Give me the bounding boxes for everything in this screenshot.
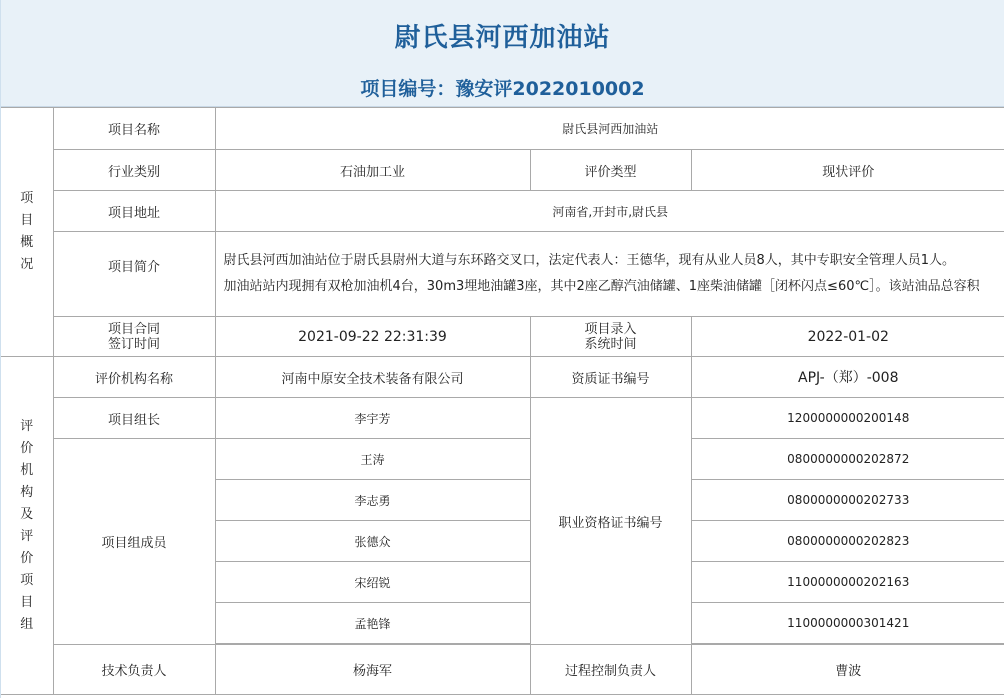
process-label: 过程控制负责人: [530, 645, 691, 695]
row-org: [1, 357, 1004, 398]
project-number: 项目编号：豫安评2022010002: [360, 78, 645, 100]
contract-time-value: 2021-09-22 22:31:39: [215, 317, 530, 357]
entry-time-label-line1: 项目录入: [584, 321, 637, 337]
org-label: 评价机构名称: [53, 357, 215, 398]
page-title: 尉氏县河西加油站: [394, 23, 611, 53]
team-vertical-label-char: 项: [20, 572, 34, 588]
overview-vertical-label-char: 目: [20, 213, 34, 228]
entry-time-value: 2022-01-02: [691, 317, 1004, 357]
member-cert: 0800000000202823: [691, 521, 1004, 562]
section-label-team: [1, 357, 53, 695]
intro-text: [215, 232, 1004, 317]
team-vertical-label-char: 组: [20, 616, 34, 632]
overview-vertical-label-char: 况: [20, 257, 34, 272]
process-value: 曹波: [691, 645, 1004, 695]
row-member: [1, 439, 1004, 480]
team-vertical-label: [20, 416, 33, 636]
member-name: 李志勇: [215, 480, 530, 521]
row-project-name: [1, 108, 1004, 150]
overview-vertical-label-char: 概: [20, 235, 34, 250]
overview-vertical-label: [20, 188, 33, 276]
team-vertical-label-char: 评: [20, 528, 34, 544]
row-address: [1, 191, 1004, 232]
member-name: 宋绍锐: [215, 562, 530, 603]
contract-time-label-line2: 签订时间: [107, 336, 160, 352]
leader-label: 项目组长: [53, 398, 215, 439]
member-name: 孟艳锋: [215, 603, 530, 644]
address-value: 河南省,开封市,尉氏县: [215, 191, 1004, 232]
section-label-overview: [1, 108, 53, 357]
member-cert: 0800000000202872: [691, 439, 1004, 480]
tech-value: 杨海军: [215, 645, 530, 695]
team-vertical-label-char: 评: [20, 418, 34, 434]
member-cert: 1100000000202163: [691, 562, 1004, 603]
row-intro: [1, 232, 1004, 317]
intro-label: 项目简介: [53, 232, 215, 317]
member-name: 张德众: [215, 521, 530, 562]
project-info-table: [1, 107, 1004, 695]
team-vertical-label-char: 机: [20, 462, 34, 478]
project-name-label: 项目名称: [53, 108, 215, 150]
entry-time-label: [530, 317, 691, 357]
team-vertical-label-char: 价: [20, 440, 34, 456]
team-vertical-label-char: 及: [20, 506, 34, 522]
member-cert: 0800000000202733: [691, 480, 1004, 521]
team-vertical-label-char: 构: [20, 484, 34, 500]
row-leader: [1, 398, 1004, 439]
member-name: 王涛: [215, 439, 530, 480]
members-label: 项目组成员: [53, 439, 215, 645]
contract-time-label: [53, 317, 215, 357]
qual-label: 职业资格证书编号: [530, 398, 691, 645]
cert-label: 资质证书编号: [530, 357, 691, 398]
tech-label: 技术负责人: [53, 645, 215, 695]
industry-label: 行业类别: [53, 150, 215, 191]
address-label: 项目地址: [53, 191, 215, 232]
leader-name: 李宇芳: [215, 398, 530, 439]
member-cert: 1100000000301421: [691, 603, 1004, 644]
row-times: [1, 317, 1004, 357]
intro-line-1: 尉氏县河西加油站位于尉氏县尉州大道与东环路交叉口，法定代表人：王德华，现有从业人员8人，其中专职安全管理人员1人。: [223, 253, 956, 268]
team-vertical-label-char: 价: [20, 550, 34, 566]
org-value: 河南中原安全技术装备有限公司: [215, 357, 530, 398]
entry-time-label-line2: 系统时间: [584, 336, 637, 352]
leader-cert: 1200000000200148: [691, 398, 1004, 439]
project-name-value: 尉氏县河西加油站: [215, 108, 1004, 150]
row-industry: [1, 150, 1004, 191]
row-responsible: [1, 645, 1004, 695]
eval-type-label: 评价类型: [530, 150, 691, 191]
eval-type-value: 现状评价: [691, 150, 1004, 191]
page-header: [1, 0, 1004, 107]
overview-vertical-label-char: 项: [20, 191, 34, 206]
contract-time-label-line1: 项目合同: [107, 321, 160, 337]
intro-line-2: 加油站站内现拥有双枪加油机4台，30m3埋地油罐3座，其中2座乙醇汽油储罐、1座柴油储罐［闭杯闪点≤60℃］。该站油品总容积: [223, 279, 980, 294]
cert-value: APJ-（郑）-008: [691, 357, 1004, 398]
team-vertical-label-char: 目: [20, 594, 34, 610]
industry-value: 石油加工业: [215, 150, 530, 191]
